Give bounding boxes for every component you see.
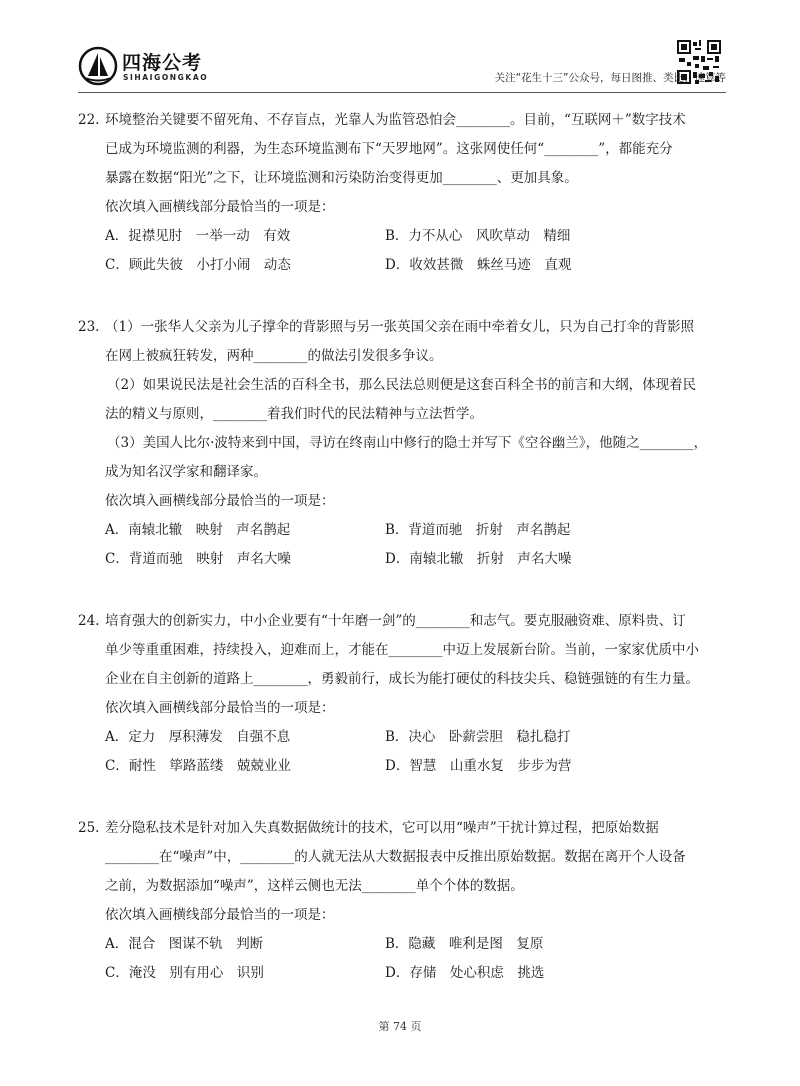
question-23 bbox=[78, 313, 738, 574]
question-text-line: 企业在自主创新的道路上________，勇毅前行，成长为能打硬仗的科技尖兵、稳链强链的有生力量。 bbox=[105, 671, 699, 687]
question-list bbox=[78, 106, 738, 988]
question-text-line: （1）一张华人父亲为儿子撑伞的背影照与另一张英国父亲在雨中牵着女儿，只为自己打伞的背影照 bbox=[105, 319, 695, 335]
question-prompt: 依次填入画横线部分最恰当的一项是： bbox=[105, 907, 335, 923]
question-22 bbox=[78, 106, 738, 280]
option-a: A．定力 厚积薄发 自强不息 bbox=[105, 729, 291, 745]
question-text-line: 法的精义与原则，________着我们时代的民法精神与立法哲学。 bbox=[105, 406, 483, 422]
header-divider bbox=[78, 92, 726, 93]
option-b: B．背道而驰 折射 声名鹊起 bbox=[385, 522, 571, 538]
option-a: A．混合 图谋不轨 判断 bbox=[105, 936, 264, 952]
option-d: D．南辕北辙 折射 声名大噪 bbox=[385, 551, 572, 567]
page-number: 第 74 页 bbox=[378, 1020, 422, 1033]
option-b: B．决心 卧薪尝胆 稳扎稳打 bbox=[385, 729, 571, 745]
question-25 bbox=[78, 814, 738, 988]
question-text-line: ________在“噪声”中，________的人就无法从大数据报表中反推出原始数据。数据在离开个人设备 bbox=[105, 849, 686, 865]
option-b: B．力不从心 风吹草动 精细 bbox=[385, 228, 571, 244]
question-text-line: 已成为环境监测的利器，为生态环境监测布下“天罗地网”。这张网使任何“________”，都能充分 bbox=[105, 141, 673, 157]
page-header bbox=[0, 0, 800, 96]
option-d: D．智慧 山重水复 步步为营 bbox=[385, 758, 572, 774]
question-text-line: 在网上被疯狂转发，两种________的做法引发很多争议。 bbox=[105, 348, 443, 364]
question-number: 25. bbox=[78, 820, 100, 836]
question-number: 24. bbox=[78, 613, 100, 629]
question-text-line: 环境整治关键要不留死角、不存盲点，光靠人为监管恐怕会________。目前，“互联网＋”数字技术 bbox=[105, 112, 686, 128]
question-24 bbox=[78, 607, 738, 781]
question-text-line: 单少等重重困难，持续投入，迎难而上，才能在________中迈上发展新台阶。当前，一家家优质中小 bbox=[105, 642, 699, 658]
question-text-line: 之前，为数据添加“噪声”，这样云侧也无法________单个个体的数据。 bbox=[105, 878, 524, 894]
option-a: A．南辕北辙 映射 声名鹊起 bbox=[105, 522, 291, 538]
brand-subtitle: SIHAIGONGKAO bbox=[123, 73, 209, 82]
brand-logo bbox=[78, 46, 228, 92]
option-b: B．隐藏 唯利是图 复原 bbox=[385, 936, 544, 952]
option-d: D．存储 处心积虑 挑选 bbox=[385, 965, 545, 981]
option-d: D．收效甚微 蛛丝马迹 直观 bbox=[385, 257, 572, 273]
question-number: 22. bbox=[78, 112, 100, 128]
option-c: C．顾此失彼 小打小闹 动态 bbox=[105, 257, 291, 273]
question-prompt: 依次填入画横线部分最恰当的一项是： bbox=[105, 493, 335, 509]
option-c: C．耐性 筚路蓝缕 兢兢业业 bbox=[105, 758, 291, 774]
question-text-line: 暴露在数据“阳光”之下，让环境监测和污染防治变得更加________、更加具象。 bbox=[105, 170, 578, 186]
question-text-line: 差分隐私技术是针对加入失真数据做统计的技术，它可以用“噪声”干扰计算过程，把原始数据 bbox=[105, 820, 659, 836]
sailboat-icon bbox=[78, 46, 118, 86]
question-text-line: （3）美国人比尔·波特来到中国，寻访在终南山中修行的隐士并写下《空谷幽兰》，他随之________， bbox=[107, 435, 708, 451]
question-text-line: 培育强大的创新实力，中小企业要有“十年磨一剑”的________和志气。要克服融资难、原料贵、订 bbox=[105, 613, 686, 629]
question-prompt: 依次填入画横线部分最恰当的一项是： bbox=[105, 199, 335, 215]
question-prompt: 依次填入画横线部分最恰当的一项是： bbox=[105, 700, 335, 716]
question-number: 23. bbox=[78, 319, 100, 335]
option-c: C．背道而驰 映射 声名大噪 bbox=[105, 551, 291, 567]
question-text-line: （2）如果说民法是社会生活的百科全书，那么民法总则便是这套百科全书的前言和大纲，体现着民 bbox=[107, 377, 697, 393]
header-tagline: 关注“花生十三”公众号，每日图推、类比、速算等 bbox=[494, 72, 726, 84]
brand-name: 四海公考 bbox=[122, 52, 203, 74]
option-c: C．淹没 别有用心 识别 bbox=[105, 965, 264, 981]
question-text-line: 成为知名汉学家和翻译家。 bbox=[105, 464, 267, 480]
option-a: A．捉襟见肘 一举一动 有效 bbox=[105, 228, 291, 244]
